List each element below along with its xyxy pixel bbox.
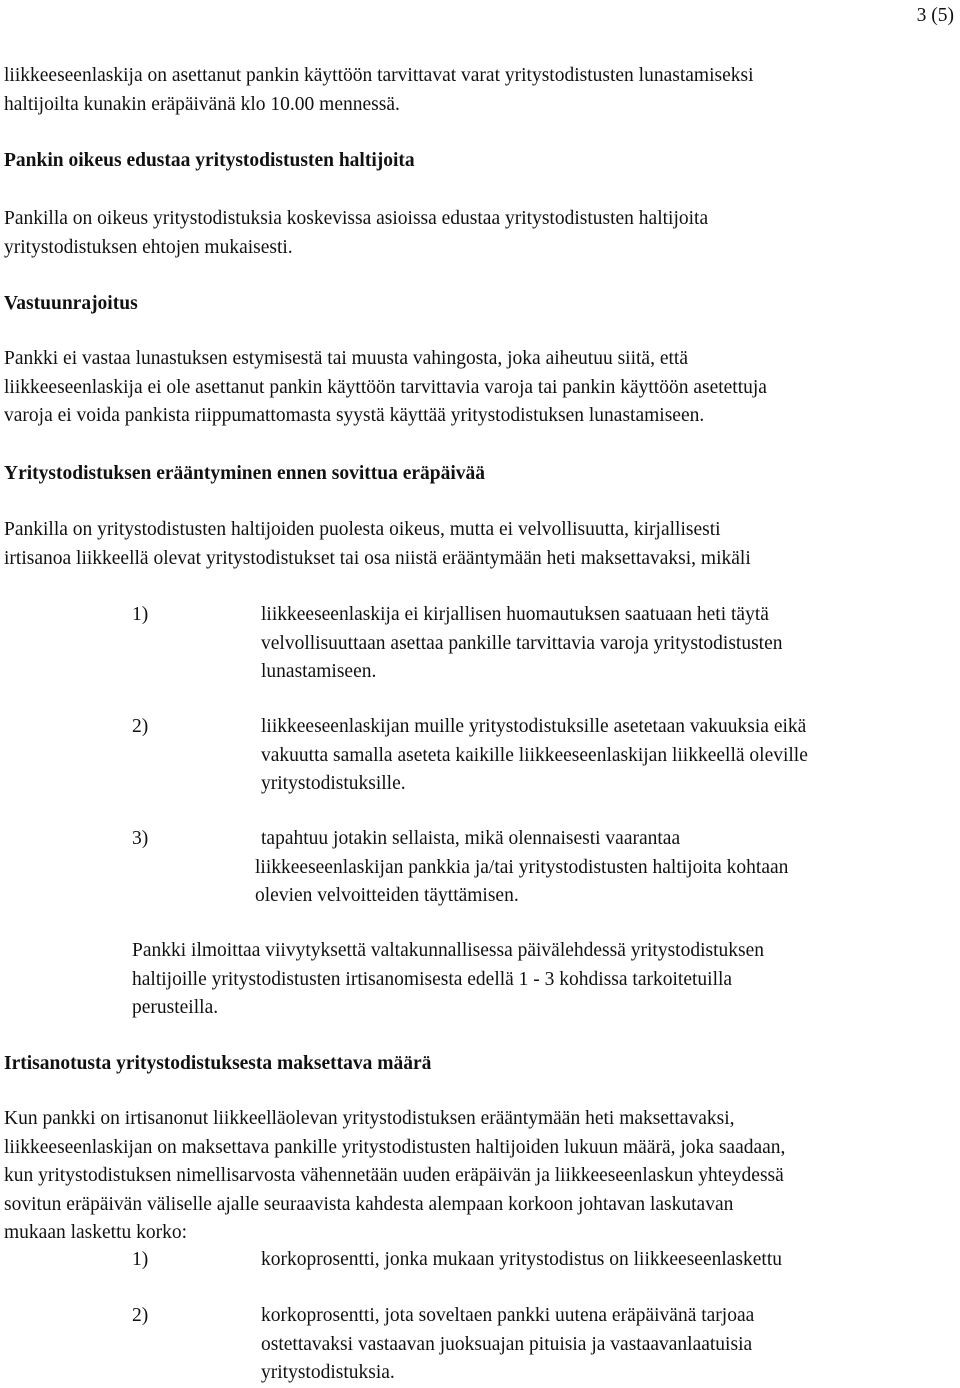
paragraph-line: haltijoilta kunakin eräpäivänä klo 10.00 mennessä. bbox=[4, 93, 400, 115]
paragraph-line: Pankki ei vastaa lunastuksen estymisestä tai muusta vahingosta, joka aiheutuu siitä, että bbox=[4, 348, 688, 369]
paragraph-line: Kun pankki on irtisanonut liikkeelläolevan yritystodistuksen erääntymään heti maksettavaksi, bbox=[4, 1108, 735, 1129]
early-maturity-paragraph bbox=[4, 516, 956, 573]
representation-paragraph bbox=[4, 205, 956, 262]
list-item-number: 2) bbox=[132, 1305, 149, 1326]
list-item-line: tapahtuu jotakin sellaista, mikä olennaisesti vaarantaa bbox=[261, 828, 681, 849]
paragraph-line: Pankilla on oikeus yritystodistuksia koskevissa asioissa edustaa yritystodistusten haltijoita bbox=[4, 208, 709, 229]
list-item-number: 2) bbox=[132, 716, 149, 737]
paragraph-line: liikkeeseenlaskijan on maksettava pankille yritystodistusten haltijoiden lukuun määrä, joka saadaan, bbox=[4, 1136, 786, 1158]
paragraph-line: Pankilla on yritystodistusten haltijoiden puolesta oikeus, mutta ei velvollisuutta, kirjallisesti bbox=[4, 519, 721, 540]
paragraph-line: liikkeeseenlaskija ei ole asettanut pankin käyttöön tarvittavia varoja tai pankin käyttöön asetettuja bbox=[4, 376, 767, 398]
list-item-line: yritystodistuksille. bbox=[261, 773, 406, 794]
paragraph-line: kun yritystodistuksen nimellisarvosta vähennetään uuden eräpäivän ja liikkeeseenlaskun yhteydessä bbox=[4, 1165, 784, 1186]
list-item-text bbox=[261, 1302, 956, 1388]
amount-paragraph bbox=[4, 1105, 956, 1248]
list-item-line: liikkeeseenlaskija ei kirjallisen huomautuksen saatuaan heti täytä bbox=[261, 604, 769, 625]
paragraph-line: haltijoille yritystodistusten irtisanomisesta edellä 1 - 3 kohdissa tarkoitetuilla bbox=[132, 968, 733, 990]
list-item-line: olevien velvoitteiden täyttämisen. bbox=[255, 885, 519, 906]
notice-paragraph bbox=[132, 937, 956, 1023]
section-heading-representation: Pankin oikeus edustaa yritystodistusten haltijoita bbox=[4, 150, 415, 171]
list-item-text bbox=[261, 713, 956, 799]
list-item-number: 1) bbox=[132, 604, 149, 625]
paragraph-line: mukaan laskettu korko: bbox=[4, 1222, 188, 1243]
list-item-line: ostettavaksi vastaavan juoksuajan pituisia ja vastaavanlaatuisia bbox=[261, 1333, 753, 1355]
section-heading-early-maturity: Yritystodistuksen erääntyminen ennen sovittua eräpäivää bbox=[4, 463, 486, 484]
paragraph-line: yritystodistuksen ehtojen mukaisesti. bbox=[4, 236, 293, 258]
list-item-text bbox=[255, 825, 950, 911]
paragraph-line: liikkeeseenlaskija on asettanut pankin käyttöön tarvittavat varat yritystodistusten lunastamiseksi bbox=[4, 65, 754, 86]
paragraph-line: perusteilla. bbox=[132, 997, 219, 1018]
section-heading-amount: Irtisanotusta yritystodistuksesta maksettava määrä bbox=[4, 1053, 432, 1074]
list-item-line: liikkeeseenlaskijan pankkia ja/tai yritystodistusten haltijoita kohtaan bbox=[255, 856, 789, 878]
section-heading-liability: Vastuunrajoitus bbox=[4, 293, 138, 314]
list-item-line: liikkeeseenlaskijan muille yritystodistuksille asetetaan vakuuksia eikä bbox=[261, 716, 807, 737]
paragraph-line: varoja ei voida pankista riippumattomasta syystä käyttää yritystodistuksen lunastamiseen. bbox=[4, 405, 705, 426]
paragraph-line: sovitun eräpäivän väliselle ajalle seuraavista kahdesta alempaan korkoon johtavan laskutavan bbox=[4, 1193, 734, 1215]
list-item-number: 1) bbox=[132, 1249, 149, 1270]
list-item-line: velvollisuuttaan asettaa pankille tarvittavia varoja yritystodistusten bbox=[261, 632, 783, 654]
list-item-line: korkoprosentti, jonka mukaan yritystodistus on liikkeeseenlaskettu bbox=[261, 1249, 782, 1270]
list-item-number: 3) bbox=[132, 828, 149, 849]
list-item-line: yritystodistuksia. bbox=[261, 1362, 395, 1383]
list-item-text bbox=[261, 601, 956, 687]
list-item-line: korkoprosentti, jota soveltaen pankki uutena eräpäivänä tarjoaa bbox=[261, 1305, 755, 1326]
paragraph-line: Pankki ilmoittaa viivytyksettä valtakunnallisessa päivälehdessä yritystodistuksen bbox=[132, 940, 765, 961]
list-item-line: lunastamiseen. bbox=[261, 661, 377, 682]
paragraph-line: irtisanoa liikkeellä olevat yritystodistukset tai osa niistä erääntymään heti maksettavaksi, mikäli bbox=[4, 547, 751, 569]
list-item-text bbox=[261, 1246, 956, 1275]
intro-paragraph bbox=[4, 62, 956, 119]
list-item-line: vakuutta samalla aseteta kaikille liikkeeseenlaskijan liikkeellä oleville bbox=[261, 744, 808, 766]
page-number: 3 (5) bbox=[916, 5, 954, 26]
liability-paragraph bbox=[4, 345, 956, 431]
